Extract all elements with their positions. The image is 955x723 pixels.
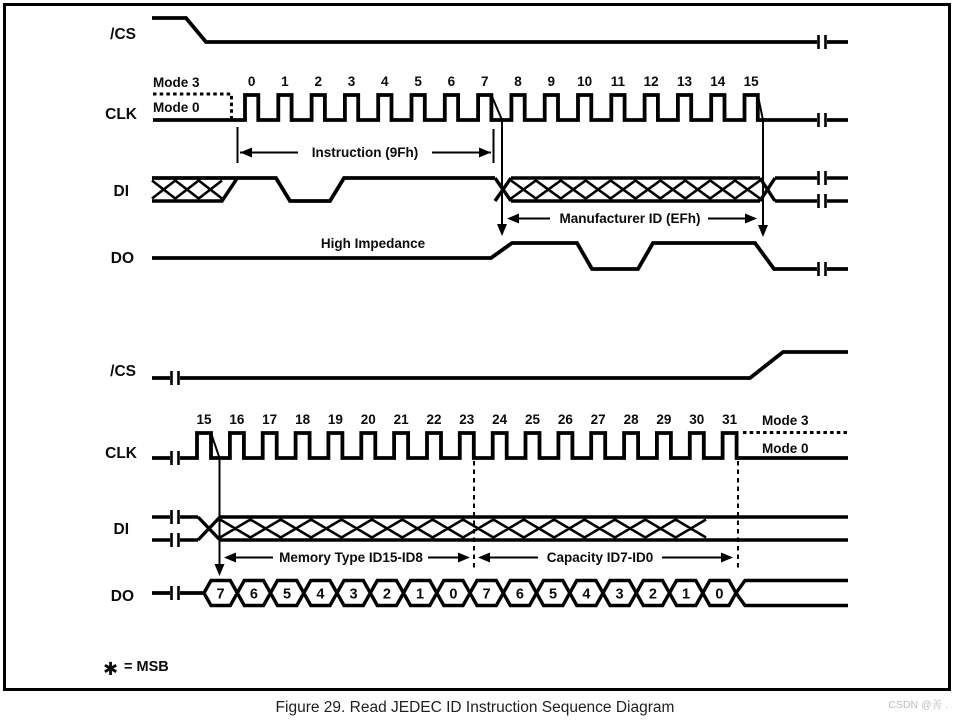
cs-label-bottom: /CS bbox=[110, 363, 136, 380]
do-bit: 7 bbox=[482, 586, 491, 603]
clock-number: 11 bbox=[610, 74, 626, 89]
clock-number: 24 bbox=[492, 412, 508, 427]
di-waveform-top bbox=[152, 171, 848, 208]
mode3-label-bottom: Mode 3 bbox=[762, 413, 809, 428]
do-label-top: DO bbox=[110, 250, 134, 267]
di-line-top bbox=[152, 178, 495, 201]
arrow-left-icon bbox=[478, 553, 490, 563]
di-tail-rails-after-break bbox=[827, 178, 848, 201]
clock-numbers-top bbox=[248, 74, 759, 89]
clock-number: 22 bbox=[426, 412, 442, 427]
clock-number: 30 bbox=[689, 412, 705, 427]
arrow-down-icon bbox=[497, 224, 507, 236]
mode0-label-bottom: Mode 0 bbox=[762, 441, 809, 456]
clock-number: 8 bbox=[514, 74, 522, 89]
arrow-left-icon bbox=[240, 148, 252, 158]
cs-label-top: /CS bbox=[110, 26, 136, 43]
di-hatch-band bbox=[220, 520, 706, 538]
break-mark bbox=[819, 262, 826, 276]
break-mark bbox=[172, 510, 179, 547]
high-impedance-label: High Impedance bbox=[320, 236, 426, 251]
clock-number: 23 bbox=[459, 412, 475, 427]
do-bit: 2 bbox=[382, 586, 391, 603]
cs-waveform-top bbox=[152, 18, 817, 42]
do-tail-rails bbox=[736, 581, 848, 606]
clock-number: 3 bbox=[347, 74, 356, 89]
msb-asterisk-icon: ✱ bbox=[103, 659, 119, 679]
manufacturer-label: Manufacturer ID (EFh) bbox=[559, 211, 701, 226]
mode0-label-top: Mode 0 bbox=[153, 100, 200, 115]
break-mark bbox=[819, 171, 826, 208]
do-bit: 0 bbox=[715, 586, 724, 603]
mode3-label-top: Mode 3 bbox=[153, 75, 200, 90]
di-tail-rails bbox=[706, 517, 848, 540]
capacity-annotation bbox=[478, 550, 733, 565]
di-label-bottom: DI bbox=[113, 521, 129, 538]
clock-number: 2 bbox=[314, 74, 322, 89]
break-mark bbox=[819, 35, 826, 49]
arrow-down-icon bbox=[758, 225, 768, 237]
clock-number: 15 bbox=[743, 74, 759, 89]
clock-number: 18 bbox=[295, 412, 311, 427]
di-hatch-band1 bbox=[152, 181, 222, 199]
arrow-left-icon bbox=[507, 214, 519, 224]
do-bit: 6 bbox=[249, 586, 258, 603]
capacity-label: Capacity ID7-ID0 bbox=[546, 550, 654, 565]
clock-number: 16 bbox=[229, 412, 245, 427]
do-waveform-top bbox=[152, 243, 817, 269]
clock-number: 26 bbox=[557, 412, 573, 427]
do-bit: 6 bbox=[515, 586, 524, 603]
do-bit: 0 bbox=[449, 586, 458, 603]
arrow-left-icon bbox=[224, 553, 236, 563]
clock-number: 25 bbox=[524, 412, 541, 427]
arrow-right-icon bbox=[745, 214, 757, 224]
clock-number: 15 bbox=[196, 412, 212, 427]
clk-waveform-top bbox=[153, 95, 817, 120]
clock-numbers-bottom bbox=[196, 412, 737, 427]
arrow-right-icon bbox=[479, 148, 491, 158]
do-bit: 1 bbox=[682, 586, 691, 603]
do-bit: 7 bbox=[216, 586, 225, 603]
top-diagram bbox=[105, 18, 848, 276]
clock-number: 1 bbox=[281, 74, 289, 89]
clock-number: 12 bbox=[643, 74, 659, 89]
clock-number: 14 bbox=[710, 74, 726, 89]
memory-type-label: Memory Type ID15-ID8 bbox=[279, 550, 423, 565]
do-bit: 4 bbox=[582, 586, 591, 603]
di-rails-before-crossover bbox=[180, 517, 198, 540]
clock-number: 29 bbox=[656, 412, 672, 427]
do-bit: 5 bbox=[549, 586, 558, 603]
do-label-bottom: DO bbox=[110, 588, 134, 605]
clock-number: 6 bbox=[447, 74, 456, 89]
watermark: CSDN @善 . bbox=[888, 699, 948, 711]
clock-number: 0 bbox=[247, 74, 256, 89]
clock-number: 20 bbox=[360, 412, 376, 427]
bottom-diagram bbox=[105, 352, 848, 606]
clock-number: 27 bbox=[590, 412, 606, 427]
instruction-label: Instruction (9Fh) bbox=[311, 145, 419, 160]
msb-note: = MSB bbox=[124, 659, 169, 675]
di-tail-rails bbox=[775, 178, 817, 201]
memory-type-annotation bbox=[224, 550, 470, 565]
do-bit: 3 bbox=[349, 586, 358, 603]
clock-number: 31 bbox=[722, 412, 738, 427]
break-mark bbox=[172, 451, 179, 465]
di-hatch-band2 bbox=[511, 181, 760, 199]
di-lead-rails bbox=[152, 517, 170, 540]
clock-number: 5 bbox=[414, 74, 422, 89]
di-waveform-bottom bbox=[152, 510, 848, 547]
di-label-top: DI bbox=[113, 183, 129, 200]
clock-number: 10 bbox=[577, 74, 593, 89]
figure-caption: Figure 29. Read JEDEC ID Instruction Sequence Diagram bbox=[275, 699, 675, 716]
arrow-right-icon bbox=[458, 553, 470, 563]
do-waveform-bottom bbox=[152, 581, 848, 606]
clock-number: 17 bbox=[262, 412, 278, 427]
do-bit: 2 bbox=[648, 586, 657, 603]
do-bit: 4 bbox=[316, 586, 325, 603]
clock-number: 28 bbox=[623, 412, 639, 427]
clock-number: 13 bbox=[676, 74, 693, 89]
break-mark bbox=[172, 586, 179, 600]
break-mark bbox=[819, 113, 826, 127]
arrow-down-icon bbox=[215, 564, 225, 576]
clk-label-top: CLK bbox=[105, 106, 137, 123]
break-mark bbox=[172, 371, 179, 385]
clk-label-bottom: CLK bbox=[105, 445, 137, 462]
clock-number: 7 bbox=[480, 74, 489, 89]
arrow-right-icon bbox=[721, 553, 733, 563]
manufacturer-annotation bbox=[491, 95, 768, 237]
clk-waveform-bottom bbox=[180, 433, 848, 458]
di-crossover bbox=[198, 517, 220, 540]
instruction-annotation bbox=[238, 127, 494, 163]
figure-footer bbox=[103, 659, 948, 716]
clock-number: 19 bbox=[327, 412, 343, 427]
do-bit: 5 bbox=[283, 586, 292, 603]
do-bit: 1 bbox=[416, 586, 425, 603]
clock-number: 9 bbox=[547, 74, 556, 89]
clock-number: 21 bbox=[393, 412, 409, 427]
clock-number: 4 bbox=[381, 74, 389, 89]
do-bit: 3 bbox=[615, 586, 624, 603]
cs-waveform-bottom bbox=[180, 352, 848, 378]
